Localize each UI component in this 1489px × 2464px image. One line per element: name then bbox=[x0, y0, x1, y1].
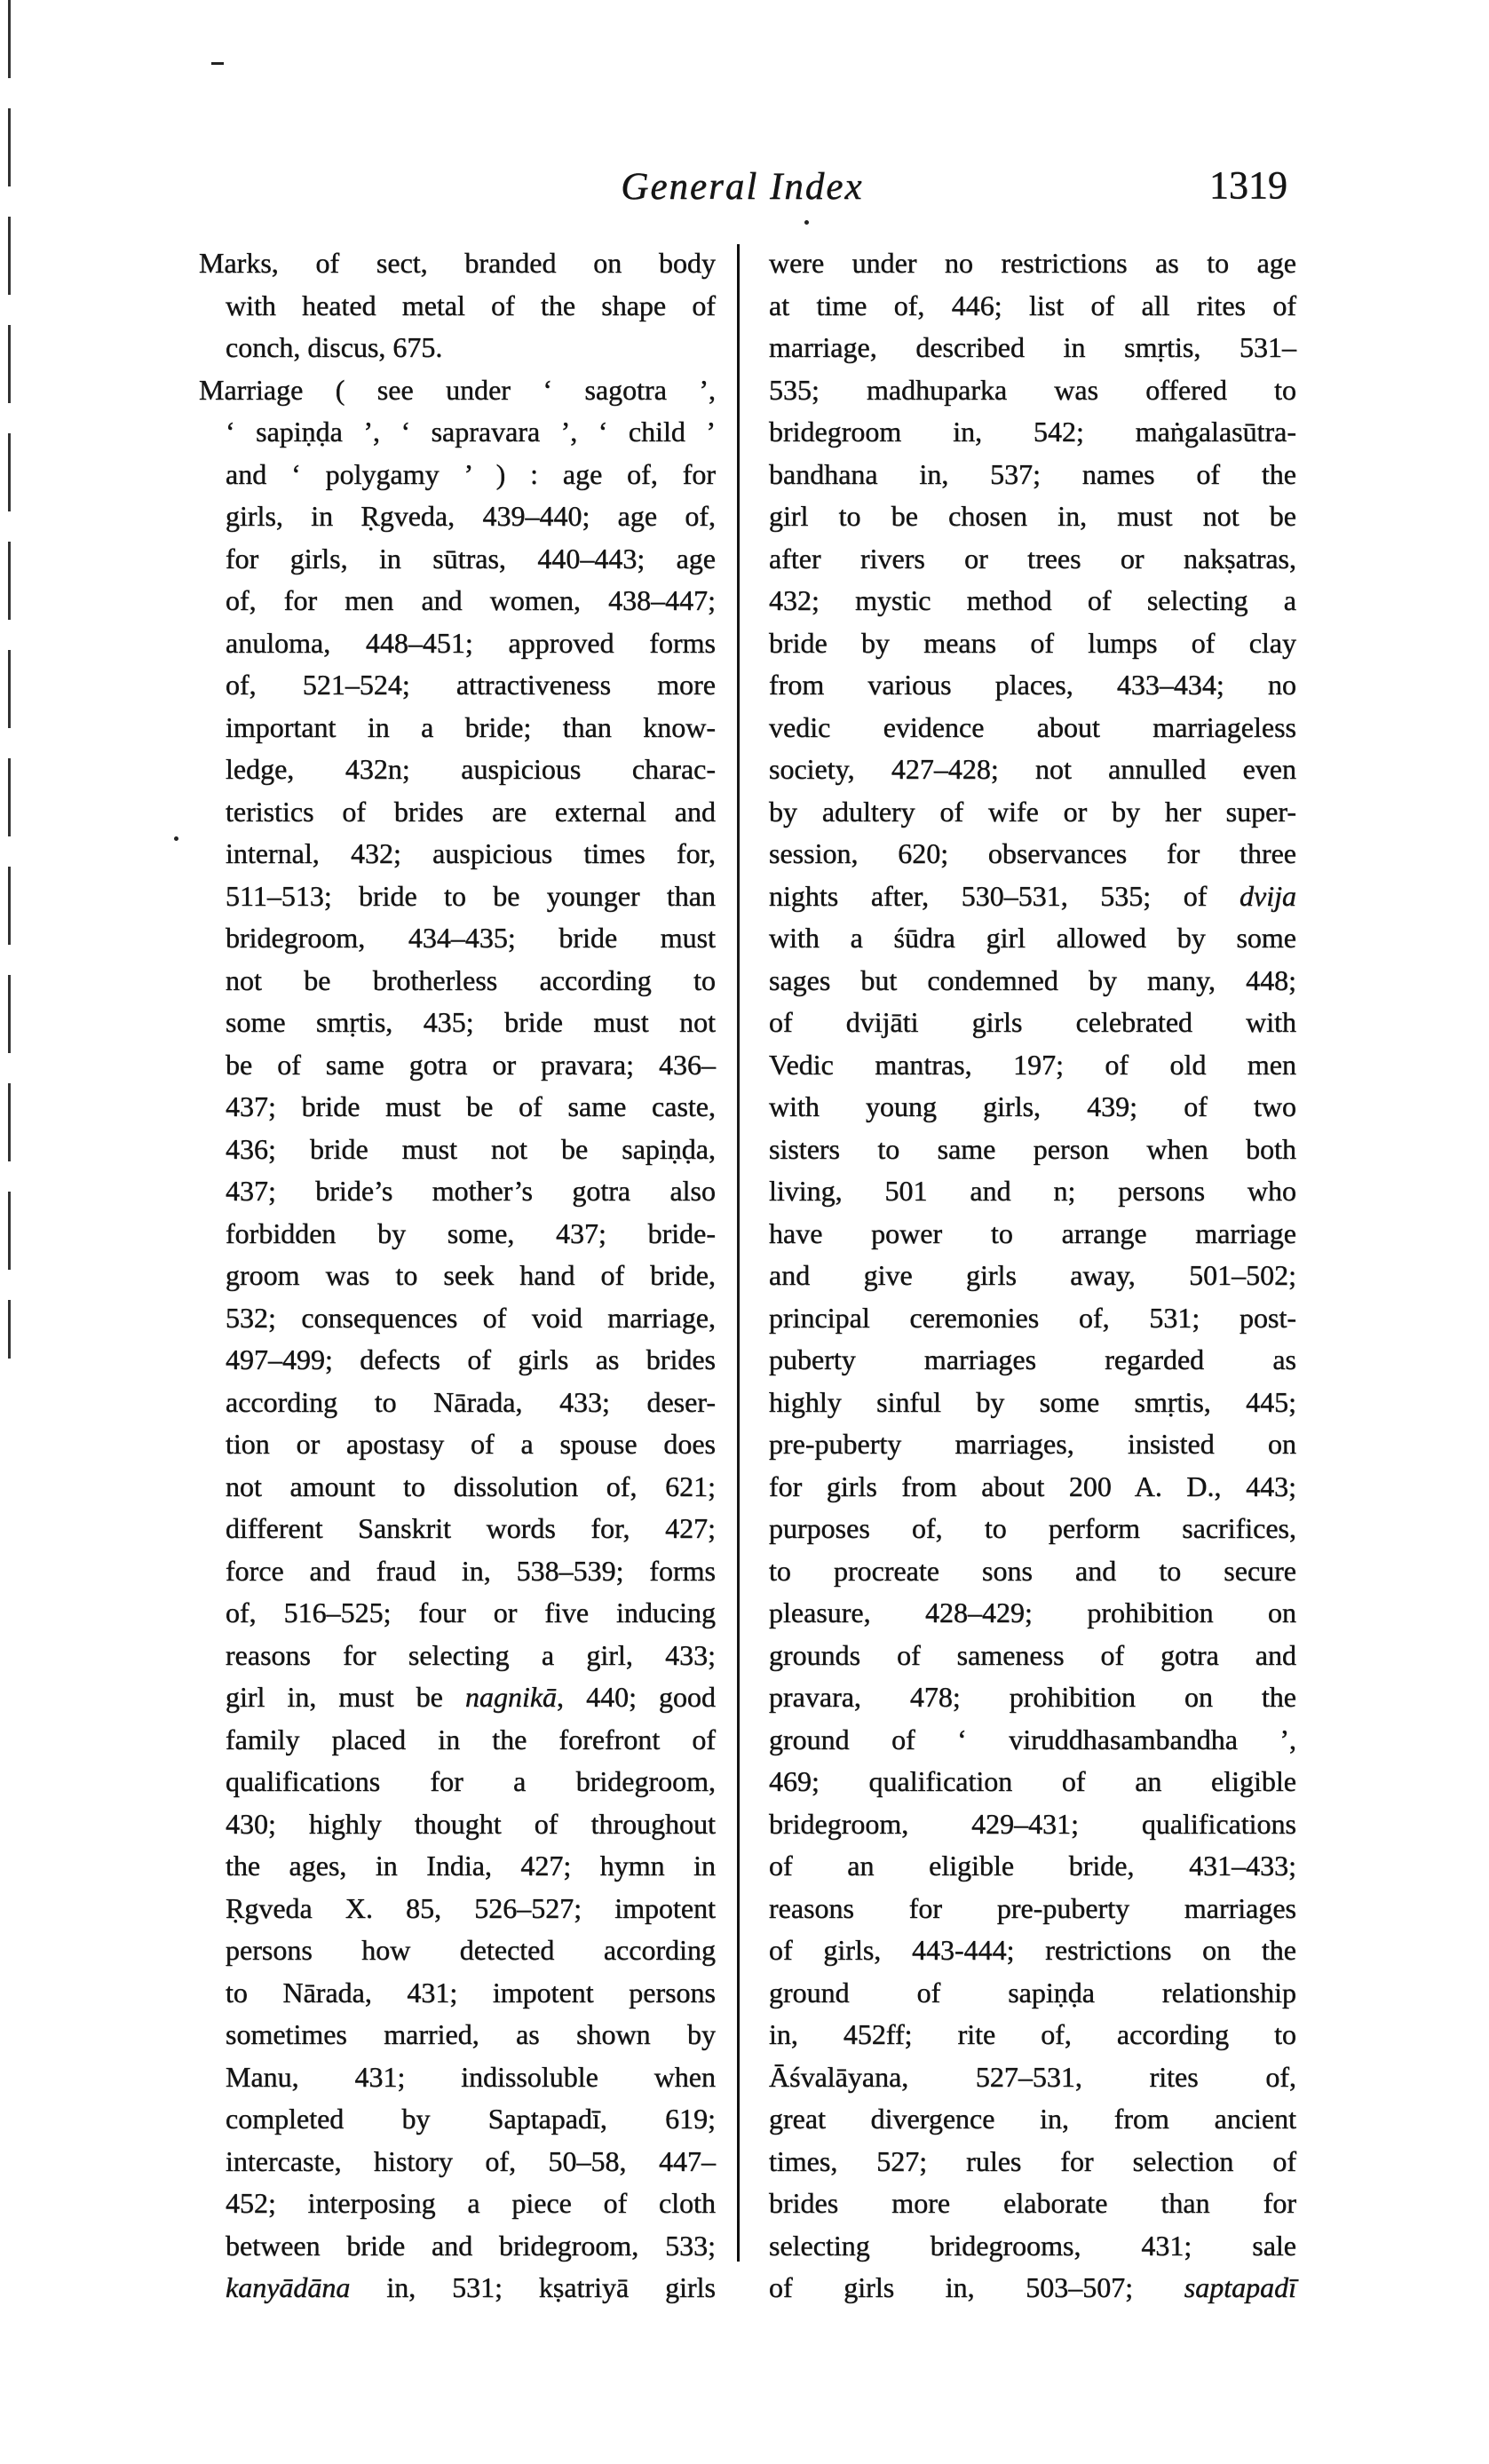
index-text-line bbox=[199, 1845, 716, 1888]
text-segment: brides more elaborate than for bbox=[769, 2187, 1296, 2219]
index-text-line bbox=[199, 1466, 716, 1509]
text-segment: of, 521–524; attractiveness more bbox=[226, 669, 716, 701]
index-text-line bbox=[199, 833, 716, 875]
index-text-line bbox=[769, 495, 1296, 538]
text-segment: groom was to seek hand of bride, bbox=[226, 1259, 716, 1291]
text-segment: 430; highly thought of throughout bbox=[226, 1807, 716, 1840]
index-text-line bbox=[199, 454, 716, 496]
text-segment: after rivers or trees or nakṣatras, bbox=[769, 542, 1296, 574]
index-text-line bbox=[769, 1423, 1296, 1466]
text-segment: 469; qualification of an eligible bbox=[769, 1765, 1296, 1797]
text-segment: family placed in the forefront of bbox=[226, 1723, 716, 1755]
text-segment: reasons for selecting a girl, 433; bbox=[226, 1638, 716, 1671]
text-segment: puberty marriages regarded as bbox=[769, 1343, 1296, 1375]
index-text-line bbox=[769, 369, 1296, 412]
index-text-line bbox=[199, 538, 716, 581]
index-text-line bbox=[199, 1508, 716, 1550]
text-segment: pravara, 478; prohibition on the bbox=[769, 1681, 1296, 1713]
text-segment: bridegroom, 429–431; qualifications bbox=[769, 1807, 1296, 1840]
index-text-line bbox=[769, 1676, 1296, 1719]
column-divider-rule bbox=[737, 244, 740, 2262]
text-segment: 535; madhuparka was offered to bbox=[769, 373, 1296, 406]
index-text-line bbox=[199, 1676, 716, 1719]
index-text-line bbox=[769, 749, 1296, 791]
index-text-line bbox=[769, 2014, 1296, 2056]
text-segment: great divergence in, from ancient bbox=[769, 2103, 1296, 2135]
index-text-line bbox=[769, 917, 1296, 960]
text-segment: of girls, 443-444; restrictions on the bbox=[769, 1934, 1296, 1966]
index-text-line bbox=[769, 2267, 1296, 2310]
text-segment: ‘ sapiṇḍa ’, ‘ sapravara ’, ‘ child ’ bbox=[226, 416, 716, 448]
index-text-line bbox=[199, 875, 716, 918]
text-segment: vedic evidence about marriageless bbox=[769, 710, 1296, 743]
index-text-line bbox=[199, 2267, 716, 2310]
index-text-line bbox=[199, 411, 716, 454]
text-segment: forbidden by some, 437; bride- bbox=[226, 1216, 716, 1249]
index-text-line bbox=[769, 707, 1296, 749]
text-segment: Āśvalāyana, 527–531, rites of, bbox=[769, 2060, 1296, 2093]
index-text-line bbox=[769, 242, 1296, 285]
index-text-line bbox=[199, 580, 716, 622]
text-segment: Marriage ( see under ‘ sagotra ’, bbox=[199, 373, 716, 406]
index-text-line bbox=[769, 1803, 1296, 1846]
index-text-line bbox=[769, 1508, 1296, 1550]
index-text-line bbox=[769, 1592, 1296, 1635]
index-text-line bbox=[199, 1255, 716, 1297]
index-text-line bbox=[199, 2056, 716, 2099]
index-text-line bbox=[199, 1635, 716, 1677]
text-segment: of dvijāti girls celebrated with bbox=[769, 1006, 1296, 1038]
text-segment: of, for men and women, 438–447; bbox=[226, 584, 716, 616]
text-segment: pre-puberty marriages, insisted on bbox=[769, 1428, 1296, 1460]
text-segment: Manu, 431; indissoluble when bbox=[226, 2060, 716, 2093]
index-text-line bbox=[199, 1550, 716, 1593]
text-segment: girl in, must be bbox=[226, 1681, 465, 1713]
text-segment: bandhana in, 537; names of the bbox=[769, 457, 1296, 490]
index-column-left bbox=[199, 242, 716, 2310]
text-segment: were under no restrictions as to age bbox=[769, 247, 1296, 279]
text-segment: persons how detected according bbox=[226, 1934, 716, 1966]
index-text-line bbox=[199, 1929, 716, 1972]
index-text-line bbox=[769, 1129, 1296, 1171]
index-text-line bbox=[769, 1382, 1296, 1424]
text-segment: not be brotherless according to bbox=[226, 963, 716, 996]
text-segment: Ṛgveda X. 85, 526–527; impotent bbox=[226, 1891, 716, 1924]
index-text-line bbox=[769, 664, 1296, 707]
text-segment: girl to be chosen in, must not be bbox=[769, 500, 1296, 532]
index-text-line bbox=[199, 1972, 716, 2015]
index-text-line bbox=[769, 2056, 1296, 2099]
index-text-line bbox=[769, 960, 1296, 1002]
text-segment: reasons for pre-puberty marriages bbox=[769, 1891, 1296, 1924]
index-text-line bbox=[199, 1213, 716, 1256]
text-segment: in, 531; kṣatriyā girls bbox=[350, 2271, 716, 2303]
index-text-line bbox=[769, 2225, 1296, 2268]
index-text-line bbox=[769, 791, 1296, 834]
text-segment: conch, discus, 675. bbox=[226, 331, 443, 363]
text-segment: important in a bride; than know- bbox=[226, 710, 716, 743]
text-segment: ground of sapiṇḍa relationship bbox=[769, 1976, 1296, 2008]
text-segment: with a śūdra girl allowed by some bbox=[769, 922, 1296, 954]
text-segment: Marks, of sect, branded on body bbox=[199, 247, 716, 279]
text-segment: 452; interposing a piece of cloth bbox=[226, 2187, 716, 2219]
index-text-line bbox=[769, 1845, 1296, 1888]
index-text-line bbox=[199, 2225, 716, 2268]
index-text-line bbox=[769, 454, 1296, 496]
text-segment: from various places, 433–434; no bbox=[769, 669, 1296, 701]
text-segment: marriage, described in smṛtis, 531– bbox=[769, 331, 1296, 363]
text-segment: sisters to same person when both bbox=[769, 1132, 1296, 1165]
index-text-line bbox=[199, 749, 716, 791]
index-text-line bbox=[769, 1044, 1296, 1087]
text-segment: ledge, 432n; auspicious charac- bbox=[226, 753, 716, 785]
italic-term: saptapadī bbox=[1184, 2271, 1296, 2303]
scan-artifact-left-edge bbox=[8, 0, 11, 1359]
italic-term: kanyādāna bbox=[226, 2271, 351, 2303]
index-text-line bbox=[199, 1888, 716, 1930]
index-text-line bbox=[199, 1297, 716, 1340]
index-text-line bbox=[199, 791, 716, 834]
text-segment: internal, 432; auspicious times for, bbox=[226, 837, 716, 869]
scan-artifact-dot bbox=[174, 836, 178, 841]
text-segment: completed by Saptapadī, 619; bbox=[226, 2103, 716, 2135]
index-text-line bbox=[769, 1972, 1296, 2015]
index-text-line bbox=[199, 495, 716, 538]
index-text-line bbox=[199, 2183, 716, 2225]
text-segment: Vedic mantras, 197; of old men bbox=[769, 1048, 1296, 1081]
index-text-line bbox=[769, 1888, 1296, 1930]
index-text-line bbox=[199, 2014, 716, 2056]
text-segment: ground of ‘ viruddhasambandha ’, bbox=[769, 1723, 1296, 1755]
text-segment: qualifications for a bridegroom, bbox=[226, 1765, 716, 1797]
index-text-line bbox=[769, 2098, 1296, 2141]
index-text-line bbox=[769, 285, 1296, 328]
index-text-line bbox=[769, 1466, 1296, 1509]
text-segment: grounds of sameness of gotra and bbox=[769, 1638, 1296, 1671]
text-segment: living, 501 and n; persons who bbox=[769, 1175, 1296, 1207]
index-text-line bbox=[769, 2183, 1296, 2225]
index-text-line bbox=[769, 580, 1296, 622]
index-text-line bbox=[199, 664, 716, 707]
index-text-line bbox=[199, 2141, 716, 2183]
index-text-line bbox=[199, 327, 716, 369]
text-segment: principal ceremonies of, 531; post- bbox=[769, 1301, 1296, 1334]
text-segment: intercaste, history of, 50–58, 447– bbox=[226, 2144, 716, 2177]
text-segment: 437; bride must be of same caste, bbox=[226, 1090, 716, 1122]
italic-term: dvija bbox=[1240, 879, 1296, 912]
text-segment: 511–513; bride to be younger than bbox=[226, 879, 716, 912]
text-segment: 432; mystic method of selecting a bbox=[769, 584, 1296, 616]
index-text-line bbox=[769, 1339, 1296, 1382]
text-segment: 497–499; defects of girls as brides bbox=[226, 1343, 716, 1375]
text-segment: , 440; good bbox=[557, 1681, 717, 1713]
text-segment: between bride and bridegroom, 533; bbox=[226, 2229, 716, 2262]
text-segment: for girls, in sūtras, 440–443; age bbox=[226, 542, 716, 574]
text-segment: highly sinful by some smṛtis, 445; bbox=[769, 1385, 1296, 1418]
italic-term: nagnikā bbox=[464, 1681, 558, 1713]
index-text-line bbox=[199, 960, 716, 1002]
index-text-line bbox=[199, 1382, 716, 1424]
text-segment: with heated metal of the shape of bbox=[226, 289, 716, 321]
index-text-line bbox=[199, 1044, 716, 1087]
text-segment: purposes of, to perform sacrifices, bbox=[769, 1512, 1296, 1544]
index-text-line bbox=[199, 1339, 716, 1382]
index-text-line bbox=[769, 1297, 1296, 1340]
index-column-right bbox=[769, 242, 1296, 2310]
text-segment: nights after, 530–531, 535; of bbox=[769, 879, 1240, 912]
index-text-line bbox=[199, 1803, 716, 1846]
index-text-line bbox=[769, 411, 1296, 454]
text-segment: be of same gotra or pravara; 436– bbox=[226, 1048, 716, 1081]
text-segment: force and fraud in, 538–539; forms bbox=[226, 1554, 716, 1587]
index-text-line bbox=[199, 1761, 716, 1803]
index-text-line bbox=[199, 242, 716, 285]
text-segment: by adultery of wife or by her super- bbox=[769, 795, 1296, 828]
text-segment: of girls in, 503–507; bbox=[769, 2271, 1184, 2303]
text-segment: and give girls away, 501–502; bbox=[769, 1259, 1296, 1291]
index-text-line bbox=[769, 2141, 1296, 2183]
text-segment: times, 527; rules for selection of bbox=[769, 2144, 1296, 2177]
index-text-line bbox=[199, 1423, 716, 1466]
text-segment: the ages, in India, 427; hymn in bbox=[226, 1850, 716, 1882]
index-text-line bbox=[769, 1719, 1296, 1762]
text-segment: selecting bridegrooms, 431; sale bbox=[769, 2229, 1296, 2262]
text-segment: have power to arrange marriage bbox=[769, 1216, 1296, 1249]
text-segment: of an eligible bride, 431–433; bbox=[769, 1850, 1296, 1882]
text-segment: bridegroom in, 542; maṅgalasūtra- bbox=[769, 416, 1296, 448]
text-segment: session, 620; observances for three bbox=[769, 837, 1296, 869]
text-segment: 436; bride must not be sapiṇḍa, bbox=[226, 1132, 716, 1165]
index-text-line bbox=[199, 1086, 716, 1129]
index-text-line bbox=[769, 1761, 1296, 1803]
text-segment: tion or apostasy of a spouse does bbox=[226, 1428, 716, 1460]
text-segment: to Nārada, 431; impotent persons bbox=[226, 1976, 716, 2008]
index-text-line bbox=[769, 1170, 1296, 1213]
text-segment: according to Nārada, 433; deser- bbox=[226, 1385, 716, 1418]
index-text-line bbox=[769, 833, 1296, 875]
text-segment: pleasure, 428–429; prohibition on bbox=[769, 1596, 1296, 1628]
index-text-line bbox=[769, 875, 1296, 918]
text-segment: teristics of brides are external and bbox=[226, 795, 716, 828]
text-segment: of, 516–525; four or five inducing bbox=[226, 1596, 716, 1628]
text-segment: sages but condemned by many, 448; bbox=[769, 963, 1296, 996]
index-text-line bbox=[199, 285, 716, 328]
text-segment: with young girls, 439; of two bbox=[769, 1090, 1296, 1122]
text-segment: to procreate sons and to secure bbox=[769, 1554, 1296, 1587]
index-text-line bbox=[769, 1635, 1296, 1677]
index-text-line bbox=[199, 917, 716, 960]
index-text-line bbox=[769, 538, 1296, 581]
index-text-line bbox=[199, 1129, 716, 1171]
index-text-line bbox=[199, 622, 716, 665]
index-text-line bbox=[199, 1719, 716, 1762]
text-segment: sometimes married, as shown by bbox=[226, 2018, 716, 2050]
text-segment: some smṛtis, 435; bride must not bbox=[226, 1006, 716, 1038]
text-segment: in, 452ff; rite of, according to bbox=[769, 2018, 1296, 2050]
text-segment: girls, in Ṛgveda, 439–440; age of, bbox=[226, 500, 716, 532]
index-text-line bbox=[769, 1550, 1296, 1593]
text-segment: for girls from about 200 A. D., 443; bbox=[769, 1470, 1296, 1502]
text-segment: and ‘ polygamy ’ ) : age of, for bbox=[226, 457, 716, 490]
index-text-line bbox=[769, 1255, 1296, 1297]
text-segment: anuloma, 448–451; approved forms bbox=[226, 626, 716, 659]
index-text-line bbox=[199, 1592, 716, 1635]
text-segment: 437; bride’s mother’s gotra also bbox=[226, 1175, 716, 1207]
index-text-line bbox=[199, 1002, 716, 1044]
page-title: General Index bbox=[621, 166, 864, 208]
index-text-line bbox=[769, 1086, 1296, 1129]
index-text-line bbox=[769, 1213, 1296, 1256]
scan-artifact-dot bbox=[804, 220, 809, 225]
text-segment: not amount to dissolution of, 621; bbox=[226, 1470, 716, 1502]
scan-artifact-dash bbox=[211, 62, 224, 65]
index-text-line bbox=[199, 369, 716, 412]
index-text-line bbox=[769, 327, 1296, 369]
text-segment: different Sanskrit words for, 427; bbox=[226, 1512, 716, 1544]
index-text-line bbox=[199, 707, 716, 749]
page-number: 1319 bbox=[1209, 163, 1287, 207]
index-text-line bbox=[769, 622, 1296, 665]
text-segment: bridegroom, 434–435; bride must bbox=[226, 922, 716, 954]
index-text-line bbox=[769, 1002, 1296, 1044]
index-text-line bbox=[769, 1929, 1296, 1972]
text-segment: bride by means of lumps of clay bbox=[769, 626, 1296, 659]
text-segment: 532; consequences of void marriage, bbox=[226, 1301, 716, 1334]
text-segment: at time of, 446; list of all rites of bbox=[769, 289, 1296, 321]
index-text-line bbox=[199, 2098, 716, 2141]
index-text-line bbox=[199, 1170, 716, 1213]
text-segment: society, 427–428; not annulled even bbox=[769, 753, 1296, 785]
